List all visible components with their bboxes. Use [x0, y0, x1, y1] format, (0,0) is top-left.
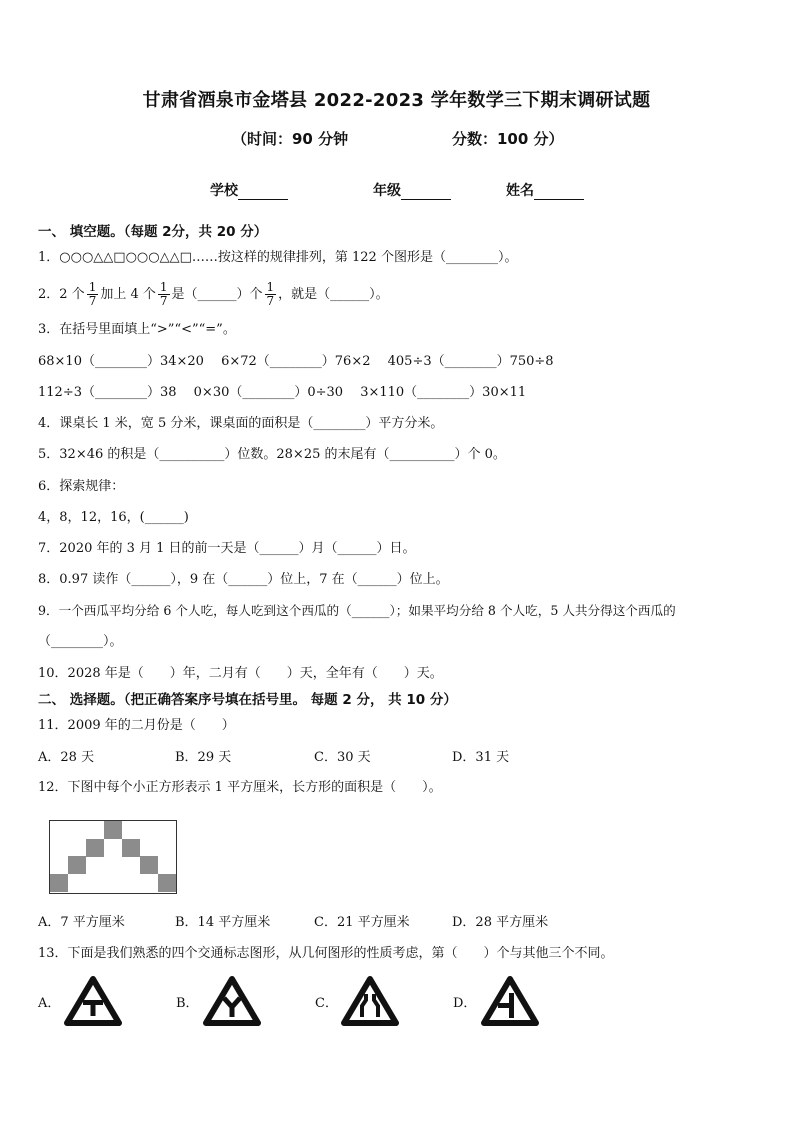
- option-d[interactable]: D．28 平方厘米: [452, 915, 549, 930]
- school-blank[interactable]: [238, 185, 288, 200]
- page-title: 甘肃省酒泉市金塔县 2022-2023 学年数学三下期末调研试题: [142, 90, 651, 111]
- name-field: [506, 180, 584, 200]
- grid-square: [140, 856, 158, 874]
- question-4: 4．课桌长 1 米，宽 5 分米，课桌面的面积是（________）平方分米。: [38, 416, 444, 431]
- grid-square: [104, 821, 122, 839]
- option-c-label[interactable]: C．: [315, 996, 338, 1011]
- exam-time: （时间：90 分钟: [232, 130, 349, 148]
- q2-mid2: 是（______）个: [171, 287, 263, 302]
- fraction: $\frac{1}{7}$: [88, 280, 97, 308]
- question-9: 9．一个西瓜平均分给 6 个人吃，每人吃到这个西瓜的（______）；如果平均分给 8 个人吃，5 人共分得这个西瓜的: [38, 603, 676, 618]
- grid-square: [86, 839, 104, 857]
- option-a[interactable]: A．7 平方厘米: [38, 915, 125, 930]
- section2-heading: 二、 选择题。（把正确答案序号填在括号里。 每题 2 分， 共 10 分）: [38, 692, 457, 708]
- question-3: 3．在括号里面填上“>”“<”“=”。: [38, 322, 236, 337]
- question-8: 8．0.97 读作（______），9 在（______）位上，7 在（______）位上。: [38, 572, 449, 587]
- fraction: $\frac{1}{7}$: [266, 280, 275, 308]
- q2-mid1: 加上 4 个: [100, 287, 156, 302]
- option-c[interactable]: C．21 平方厘米: [314, 915, 410, 930]
- y-junction-sign-icon[interactable]: [203, 976, 261, 1026]
- q2-suffix: ，就是（______）。: [278, 287, 389, 302]
- option-a[interactable]: A．28 天: [38, 750, 95, 765]
- question-3-row2: 112÷3（________）38 0×30（________）0÷30 3×110（________）30×11: [38, 385, 527, 400]
- exam-score: 分数：100 分）: [452, 130, 564, 148]
- question-3-row1: 68×10（________）34×20 6×72（________）76×2 405÷3（________）750÷8: [38, 354, 554, 369]
- grade-label: 年级: [373, 183, 401, 199]
- question-2: [38, 275, 389, 315]
- option-c[interactable]: C．30 天: [314, 750, 371, 765]
- fraction: $\frac{1}{7}$: [159, 280, 168, 308]
- name-blank[interactable]: [534, 185, 584, 200]
- option-a-label[interactable]: A．: [38, 996, 61, 1011]
- grade-blank[interactable]: [401, 185, 451, 200]
- grid-square: [158, 874, 176, 892]
- question-5: 5．32×46 的积是（__________）位数。28×25 的末尾有（__________）个 0。: [38, 447, 506, 462]
- grade-field: [373, 180, 451, 200]
- grid-square: [122, 839, 140, 857]
- q2-prefix: 2．2 个: [38, 287, 85, 302]
- option-b[interactable]: B．29 天: [175, 750, 232, 765]
- grid-square: [50, 874, 68, 892]
- school-label: 学校: [210, 183, 238, 199]
- staircase-figure: [49, 820, 177, 894]
- question-6: 6．探索规律：: [38, 479, 125, 494]
- t-junction-sign-icon[interactable]: [64, 976, 122, 1026]
- name-label: 姓名: [506, 183, 534, 199]
- road-narrows-sign-icon[interactable]: [341, 976, 399, 1026]
- grid-square: [68, 856, 86, 874]
- side-junction-sign-icon[interactable]: [481, 976, 539, 1026]
- question-11: 11．2009 年的二月份是（ ）: [38, 718, 235, 733]
- question-6-sequence: 4，8，12，16，(______): [38, 510, 189, 525]
- option-d[interactable]: D．31 天: [452, 750, 510, 765]
- question-10: 10．2028 年是（ ）年，二月有（ ）天，全年有（ ）天。: [38, 666, 443, 681]
- option-d-label[interactable]: D．: [453, 996, 477, 1011]
- question-9-cont: （________）。: [38, 634, 123, 649]
- section1-heading: 一、 填空题。（每题 2分，共 20 分）: [38, 224, 268, 240]
- question-12: 12．下图中每个小正方形表示 1 平方厘米，长方形的面积是（ ）。: [38, 780, 442, 795]
- question-7: 7．2020 年的 3 月 1 日的前一天是（______）月（______）日。: [38, 541, 416, 556]
- school-field: [210, 180, 288, 200]
- option-b[interactable]: B．14 平方厘米: [175, 915, 271, 930]
- question-13: 13．下面是我们熟悉的四个交通标志图形，从几何图形的性质考虑，第（ ）个与其他三个不同。: [38, 946, 614, 961]
- question-1: 1．○○○△△□○○○△△□……按这样的规律排列，第 122 个图形是（________）。: [38, 250, 518, 265]
- option-b-label[interactable]: B．: [176, 996, 199, 1011]
